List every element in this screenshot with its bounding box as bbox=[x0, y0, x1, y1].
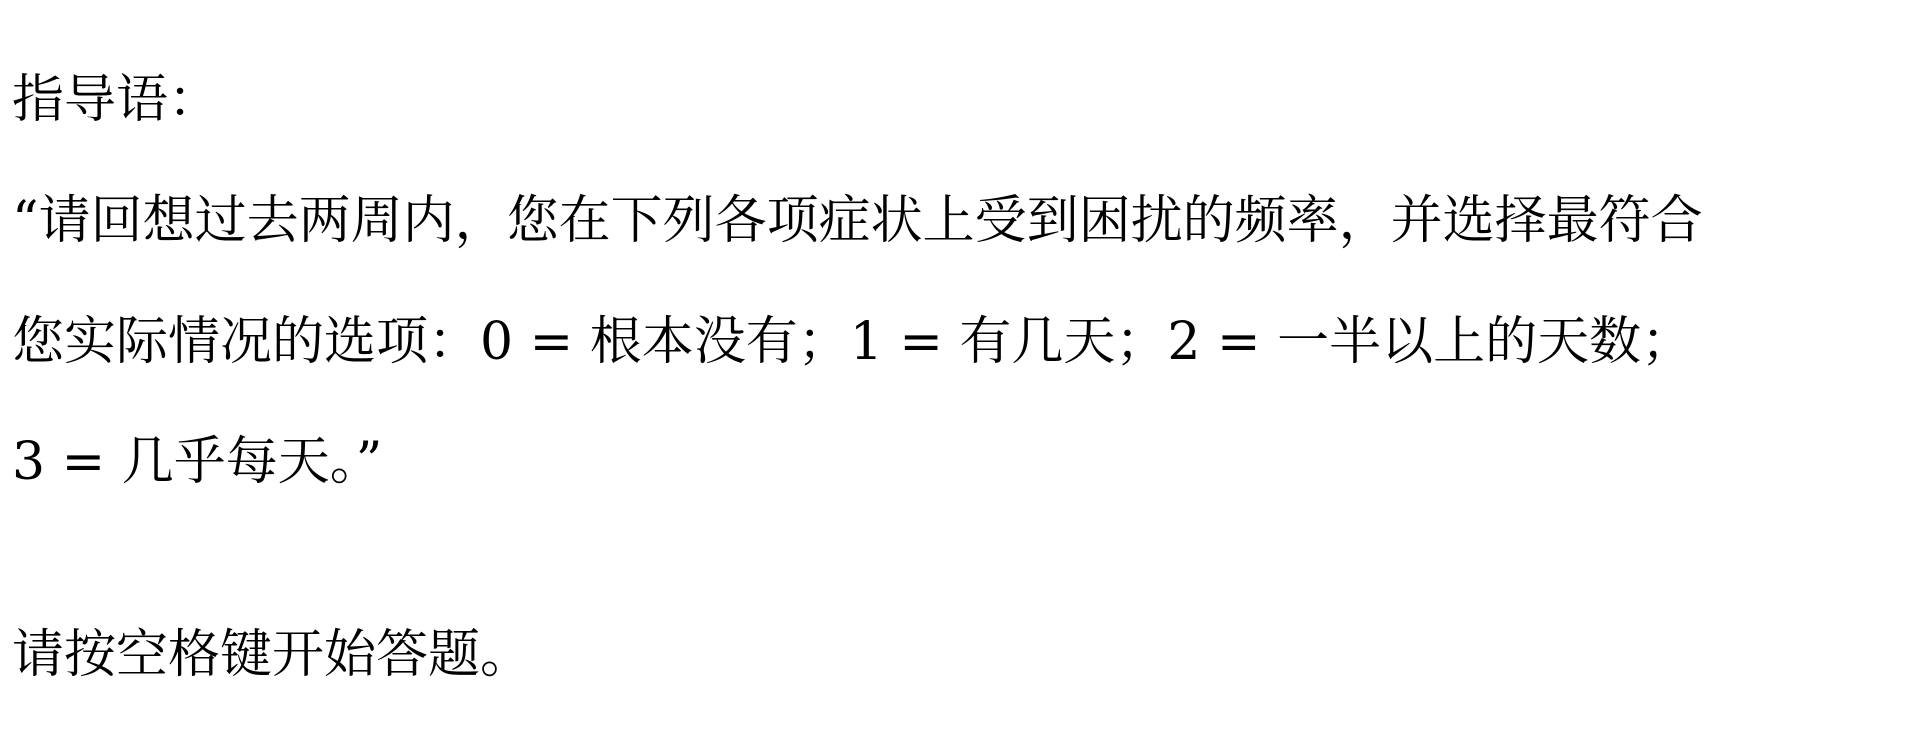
instruction-line-2: 您实际情况的选项：0 = 根本没有；1 = 有几天；2 = 一半以上的天数； bbox=[12, 311, 1694, 372]
instruction-text-block bbox=[12, 10, 1892, 745]
instruction-heading: 指导语： bbox=[12, 70, 221, 131]
start-prompt: 请按空格键开始答题。 bbox=[12, 624, 533, 685]
instruction-line-1: “请回想过去两周内，您在下列各项症状上受到困扰的频率，并选择最符合 bbox=[12, 190, 1703, 251]
instruction-line-3: 3 = 几乎每天。” bbox=[12, 432, 383, 493]
